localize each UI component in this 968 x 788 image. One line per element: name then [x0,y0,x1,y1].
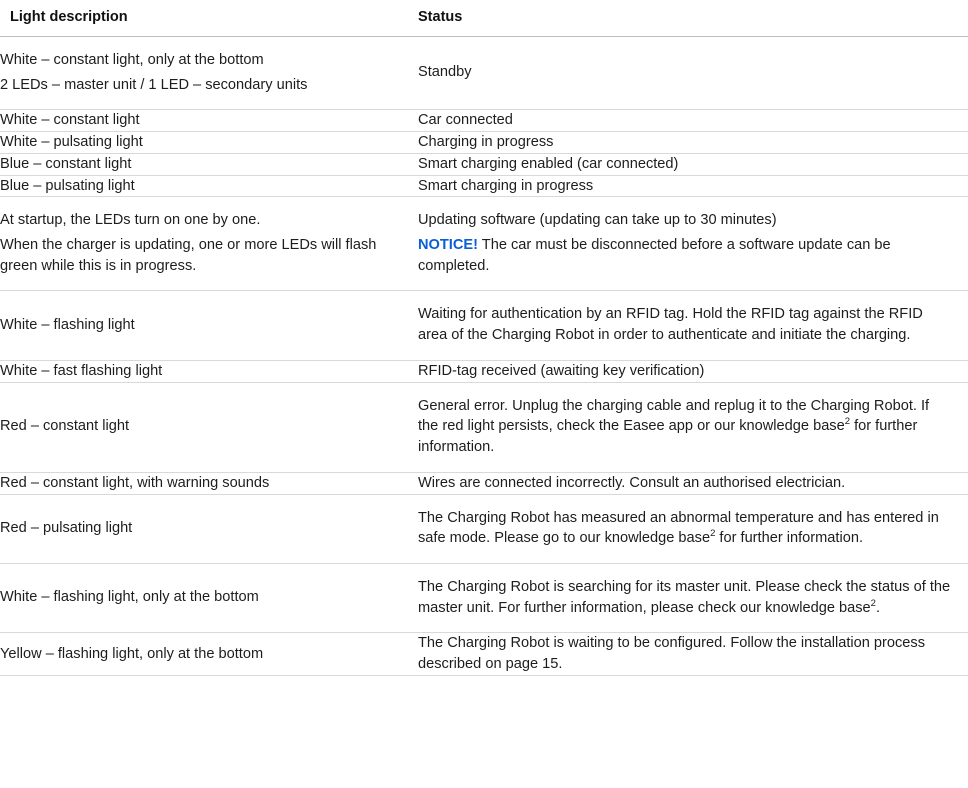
column-header-status: Status [404,0,968,37]
status-cell [404,110,968,132]
status-cell [404,132,968,154]
status-line [418,396,952,458]
status-cell [404,382,968,472]
light-description-cell [0,197,404,291]
table-row [0,360,968,382]
table-row [0,291,968,360]
table-row [0,633,968,675]
column-header-light-description: Light description [0,0,404,37]
description-line: When the charger is updating, one or more LEDs will flash green while this is in progress. [0,237,377,274]
notice-label: NOTICE! [418,237,478,254]
light-description-cell [0,494,404,563]
status-line: Smart charging enabled (car connected) [418,155,679,172]
footnote-marker: 2 [870,597,876,609]
status-cell [404,291,968,360]
status-text-suffix: for further information. [715,530,863,547]
light-description-cell [0,563,404,632]
description-line: 2 LEDs – master unit / 1 LED – secondary units [0,76,308,93]
status-cell [404,360,968,382]
table-row [0,110,968,132]
status-text-prefix: General error. Unplug the charging cable and replug it to the Charging Robot. If the red light persists, check the Easee app or our knowledge base [418,397,930,435]
footnote-marker: 2 [710,528,716,540]
table-row [0,153,968,175]
table-header [0,0,968,37]
light-description-cell [0,472,404,494]
table-row [0,563,968,632]
status-cell [404,494,968,563]
status-line: Charging in progress [418,134,554,151]
status-line: The Charging Robot is waiting to be configured. Follow the installation process described on page 15. [418,635,926,673]
light-description-cell [0,175,404,197]
status-line: Car connected [418,112,513,129]
description-line: Blue – pulsating light [0,177,135,194]
status-text-suffix: for further information. [418,418,918,456]
status-line: Updating software (updating can take up to 30 minutes) [418,212,777,229]
table-row [0,175,968,197]
description-line: White – constant light [0,112,140,129]
description-line: White – constant light, only at the bottom [0,52,264,68]
status-cell [404,197,968,291]
status-cell [404,153,968,175]
status-line [418,577,952,618]
status-cell [404,472,968,494]
status-cell [404,633,968,675]
description-line: At startup, the LEDs turn on one by one. [0,212,261,229]
light-description-cell [0,110,404,132]
footnote-marker: 2 [844,416,851,428]
status-line: Waiting for authentication by an RFID tag. Hold the RFID tag against the RFID area of the Charging Robot in order to authenticate and initiate the charging. [418,306,923,344]
table-row [0,382,968,472]
light-description-cell [0,633,404,675]
table-row [0,472,968,494]
light-description-cell [0,360,404,382]
status-text-suffix: . [875,599,880,616]
light-description-cell [0,37,404,110]
status-line: Smart charging in progress [418,177,594,194]
status-line [418,508,952,549]
status-notice-line [418,235,952,276]
description-line: Red – constant light [0,418,129,435]
table-row [0,197,968,291]
status-line: RFID-tag received (awaiting key verification) [418,362,705,379]
table-row [0,132,968,154]
light-description-cell [0,132,404,154]
table-row [0,494,968,563]
description-line: White – flashing light [0,316,135,333]
table-header-row [0,0,968,37]
status-line: Standby [418,64,472,81]
light-description-cell [0,291,404,360]
status-text-prefix: The Charging Robot is searching for its master unit. Please check the status of the master unit. For further information, please check our knowledge base [418,578,951,616]
notice-text: The car must be disconnected before a software update can be completed. [418,237,891,274]
description-line: White – flashing light, only at the bottom [0,589,259,606]
description-line: White – pulsating light [0,134,143,151]
light-description-cell [0,153,404,175]
status-text-prefix: The Charging Robot has measured an abnormal temperature and has entered in safe mode. Please go to our knowledge base [418,509,939,547]
description-line: White – fast flashing light [0,362,163,379]
status-cell [404,37,968,110]
status-cell [404,175,968,197]
description-line: Red – constant light, with warning sounds [0,474,270,491]
description-line: Yellow – flashing light, only at the bottom [0,645,264,662]
table-body [0,37,968,676]
table-row [0,37,968,110]
light-description-cell [0,382,404,472]
description-line: Blue – constant light [0,155,132,172]
status-line: Wires are connected incorrectly. Consult an authorised electrician. [418,474,846,491]
status-cell [404,563,968,632]
description-line: Red – pulsating light [0,519,133,536]
